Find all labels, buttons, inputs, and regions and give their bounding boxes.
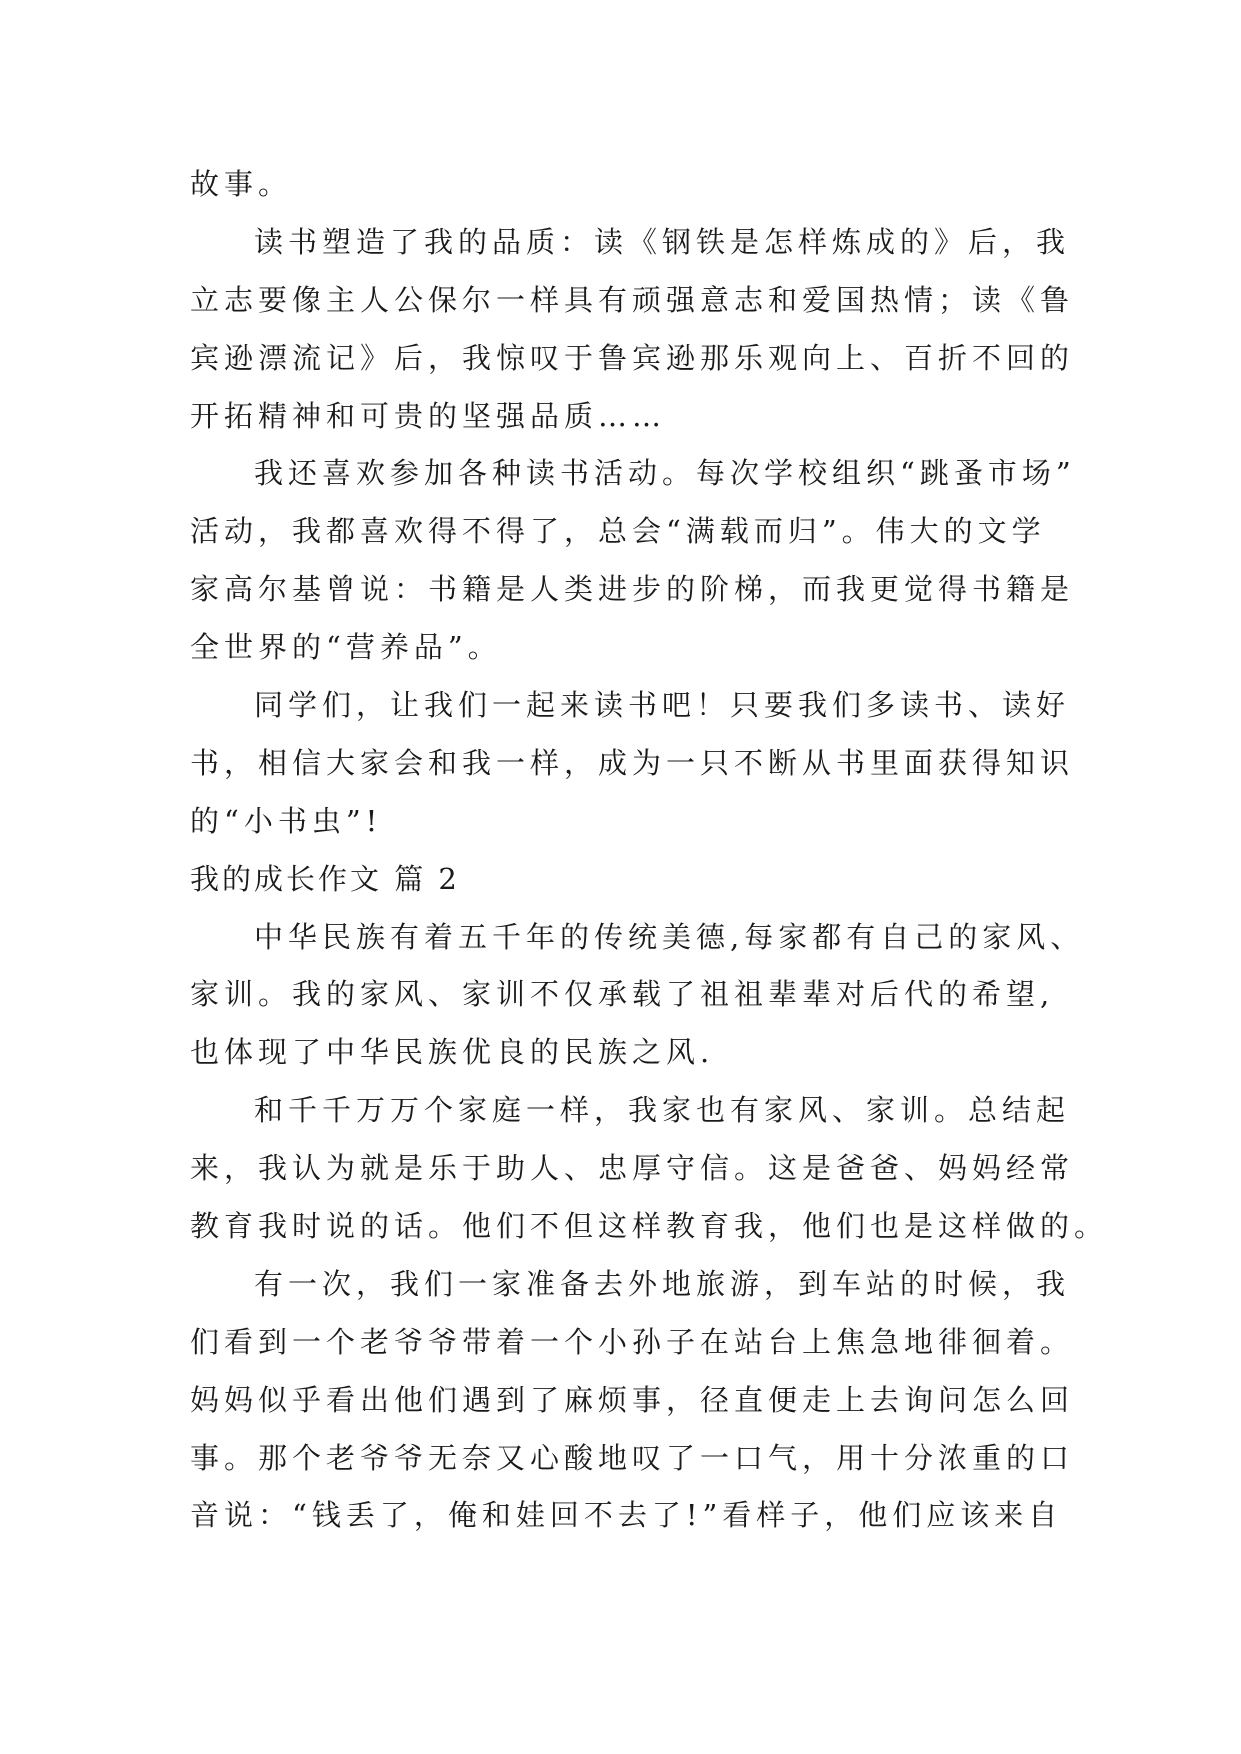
text-line: 故事。 [190,167,293,201]
text-line: 开拓精神和可贵的坚强品质…… [190,398,667,433]
text-line: 也体现了中华民族优良的民族之风. [190,1035,715,1070]
text-line: 事。那个老爷爷无奈又心酸地叹了一口气，用十分浓重的口 [190,1440,1075,1475]
text-line: 有一次，我们一家准备去外地旅游，到车站的时候，我 [254,1266,1071,1301]
text-line: 教育我时说的话。他们不但这样教育我，他们也是这样做的。 [190,1209,1109,1244]
text-line: 中华民族有着五千年的传统美德,每家都有自己的家风、 [254,919,1085,954]
text-line: 书，相信大家会和我一样，成为一只不断从书里面获得知识 [190,745,1075,780]
text-line: 全世界的“营养品”。 [190,630,502,665]
document-body [190,156,1109,1545]
text-line: 立志要像主人公保尔一样具有顽强意志和爱国热情；读《鲁 [190,282,1075,317]
text-line: 家训。我的家风、家训不仅承载了祖祖辈辈对后代的希望, [190,977,1055,1012]
text-line: 同学们，让我们一起来读书吧！只要我们多读书、读好 [254,688,1071,723]
text-line: 和千千万万个家庭一样，我家也有家风、家训。总结起 [254,1093,1071,1128]
text-line: 家高尔基曾说：书籍是人类进步的阶梯，而我更觉得书籍是 [190,572,1075,607]
text-line: 妈妈似乎看出他们遇到了麻烦事，径直便走上去询问怎么回 [190,1382,1075,1417]
text-line: 音说：“钱丢了，俺和娃回不去了!”看样子，他们应该来自 [190,1498,1063,1533]
text-line: 活动，我都喜欢得不得了，总会“满载而归”。伟大的文学 [190,514,1046,549]
section-heading: 我的成长作文 篇 2 [190,861,460,896]
text-line: 们看到一个老爷爷带着一个小孙子在站台上焦急地徘徊着。 [190,1324,1075,1359]
text-line: 我还喜欢参加各种读书活动。每次学校组织“跳蚤市场” [254,456,1076,491]
text-line: 的“小书虫”! [190,803,383,838]
text-line: 来，我认为就是乐于助人、忠厚守信。这是爸爸、妈妈经常 [190,1151,1075,1186]
text-line: 读书塑造了我的品质：读《钢铁是怎样炼成的》后，我 [254,224,1071,259]
text-line: 宾逊漂流记》后，我惊叹于鲁宾逊那乐观向上、百折不回的 [190,340,1075,375]
